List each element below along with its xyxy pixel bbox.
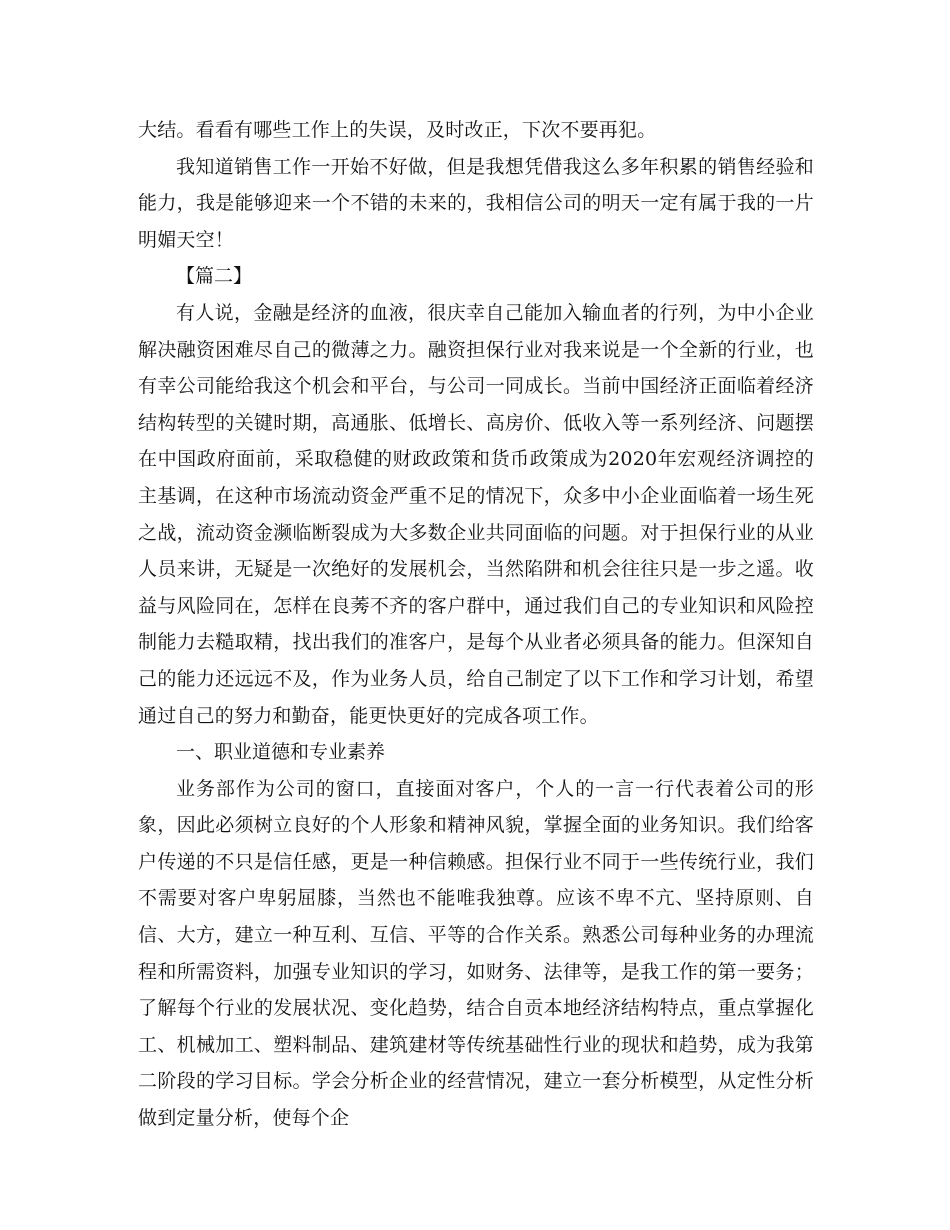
section-heading-part-two: 【篇二】 xyxy=(176,265,253,288)
paragraph-continuation: 大结。看看有哪些工作上的失误，及时改正，下次不要再犯。 xyxy=(138,119,657,141)
subheading-professional-ethics: 一、职业道德和专业素养 xyxy=(176,741,386,764)
document-page xyxy=(138,112,814,1137)
paragraph-sales-outlook: 我知道销售工作一开始不好做，但是我想凭借我这么多年积累的销售经验和能力，我是能够迎来一个不错的未来的，我相信公司的明天一定有属于我的一片明媚天空！ xyxy=(138,155,814,251)
paragraph-business-department: 业务部作为公司的窗口，直接面对客户，个人的一言一行代表着公司的形象，因此必须树立良好的个人形象和精神风貌，掌握全面的业务知识。我们给客户传递的不只是信任感，更是一种信赖感。担保行业不同于一些传统行业，我们不需要对客户卑躬屈膝，当然也不能唯我独尊。应该不卑不亢、坚持原则、自信、大方，建立一种互利、互信、平等的合作关系。熟悉公司每种业务的办理流程和所需资料，加强专业知识的学习，如财务、法律等，是我工作的第一要务；了解每个行业的发展状况、变化趋势，结合自贡本地经济结构特点，重点掌握化工、机械加工、塑料制品、建筑建材等传统基础性行业的现状和趋势，成为我第二阶段的学习目标。学会分析企业的经营情况，建立一套分析模型，从定性分析做到定量分析，使每个企 xyxy=(138,777,814,1130)
paragraph-finance-intro: 有人说，金融是经济的血液，很庆幸自己能加入输血者的行列，为中小企业解决融资困难尽自己的微薄之力。融资担保行业对我来说是一个全新的行业，也有幸公司能给我这个机会和平台，与公司一同成长。当前中国经济正面临着经济结构转型的关键时期，高通胀、低增长、高房价、低收入等一系列经济、问题摆在中国政府面前，采取稳健的财政政策和货币政策成为2020年宏观经济调控的主基调，在这种市场流动资金严重不足的情况下，众多中小企业面临着一场生死之战，流动资金濒临断裂成为大多数企业共同面临的问题。对于担保行业的从业人员来讲，无疑是一次绝好的发展机会，当然陷阱和机会往往只是一步之遥。收益与风险同在，怎样在良莠不齐的客户群中，通过我们自己的专业知识和风险控制能力去糙取精，找出我们的准客户，是每个从业者必须具备的能力。但深知自己的能力还远远不及，作为业务人员，给自己制定了以下工作和学习计划，希望通过自己的努力和勤奋，能更快更好的完成各项工作。 xyxy=(138,301,814,727)
